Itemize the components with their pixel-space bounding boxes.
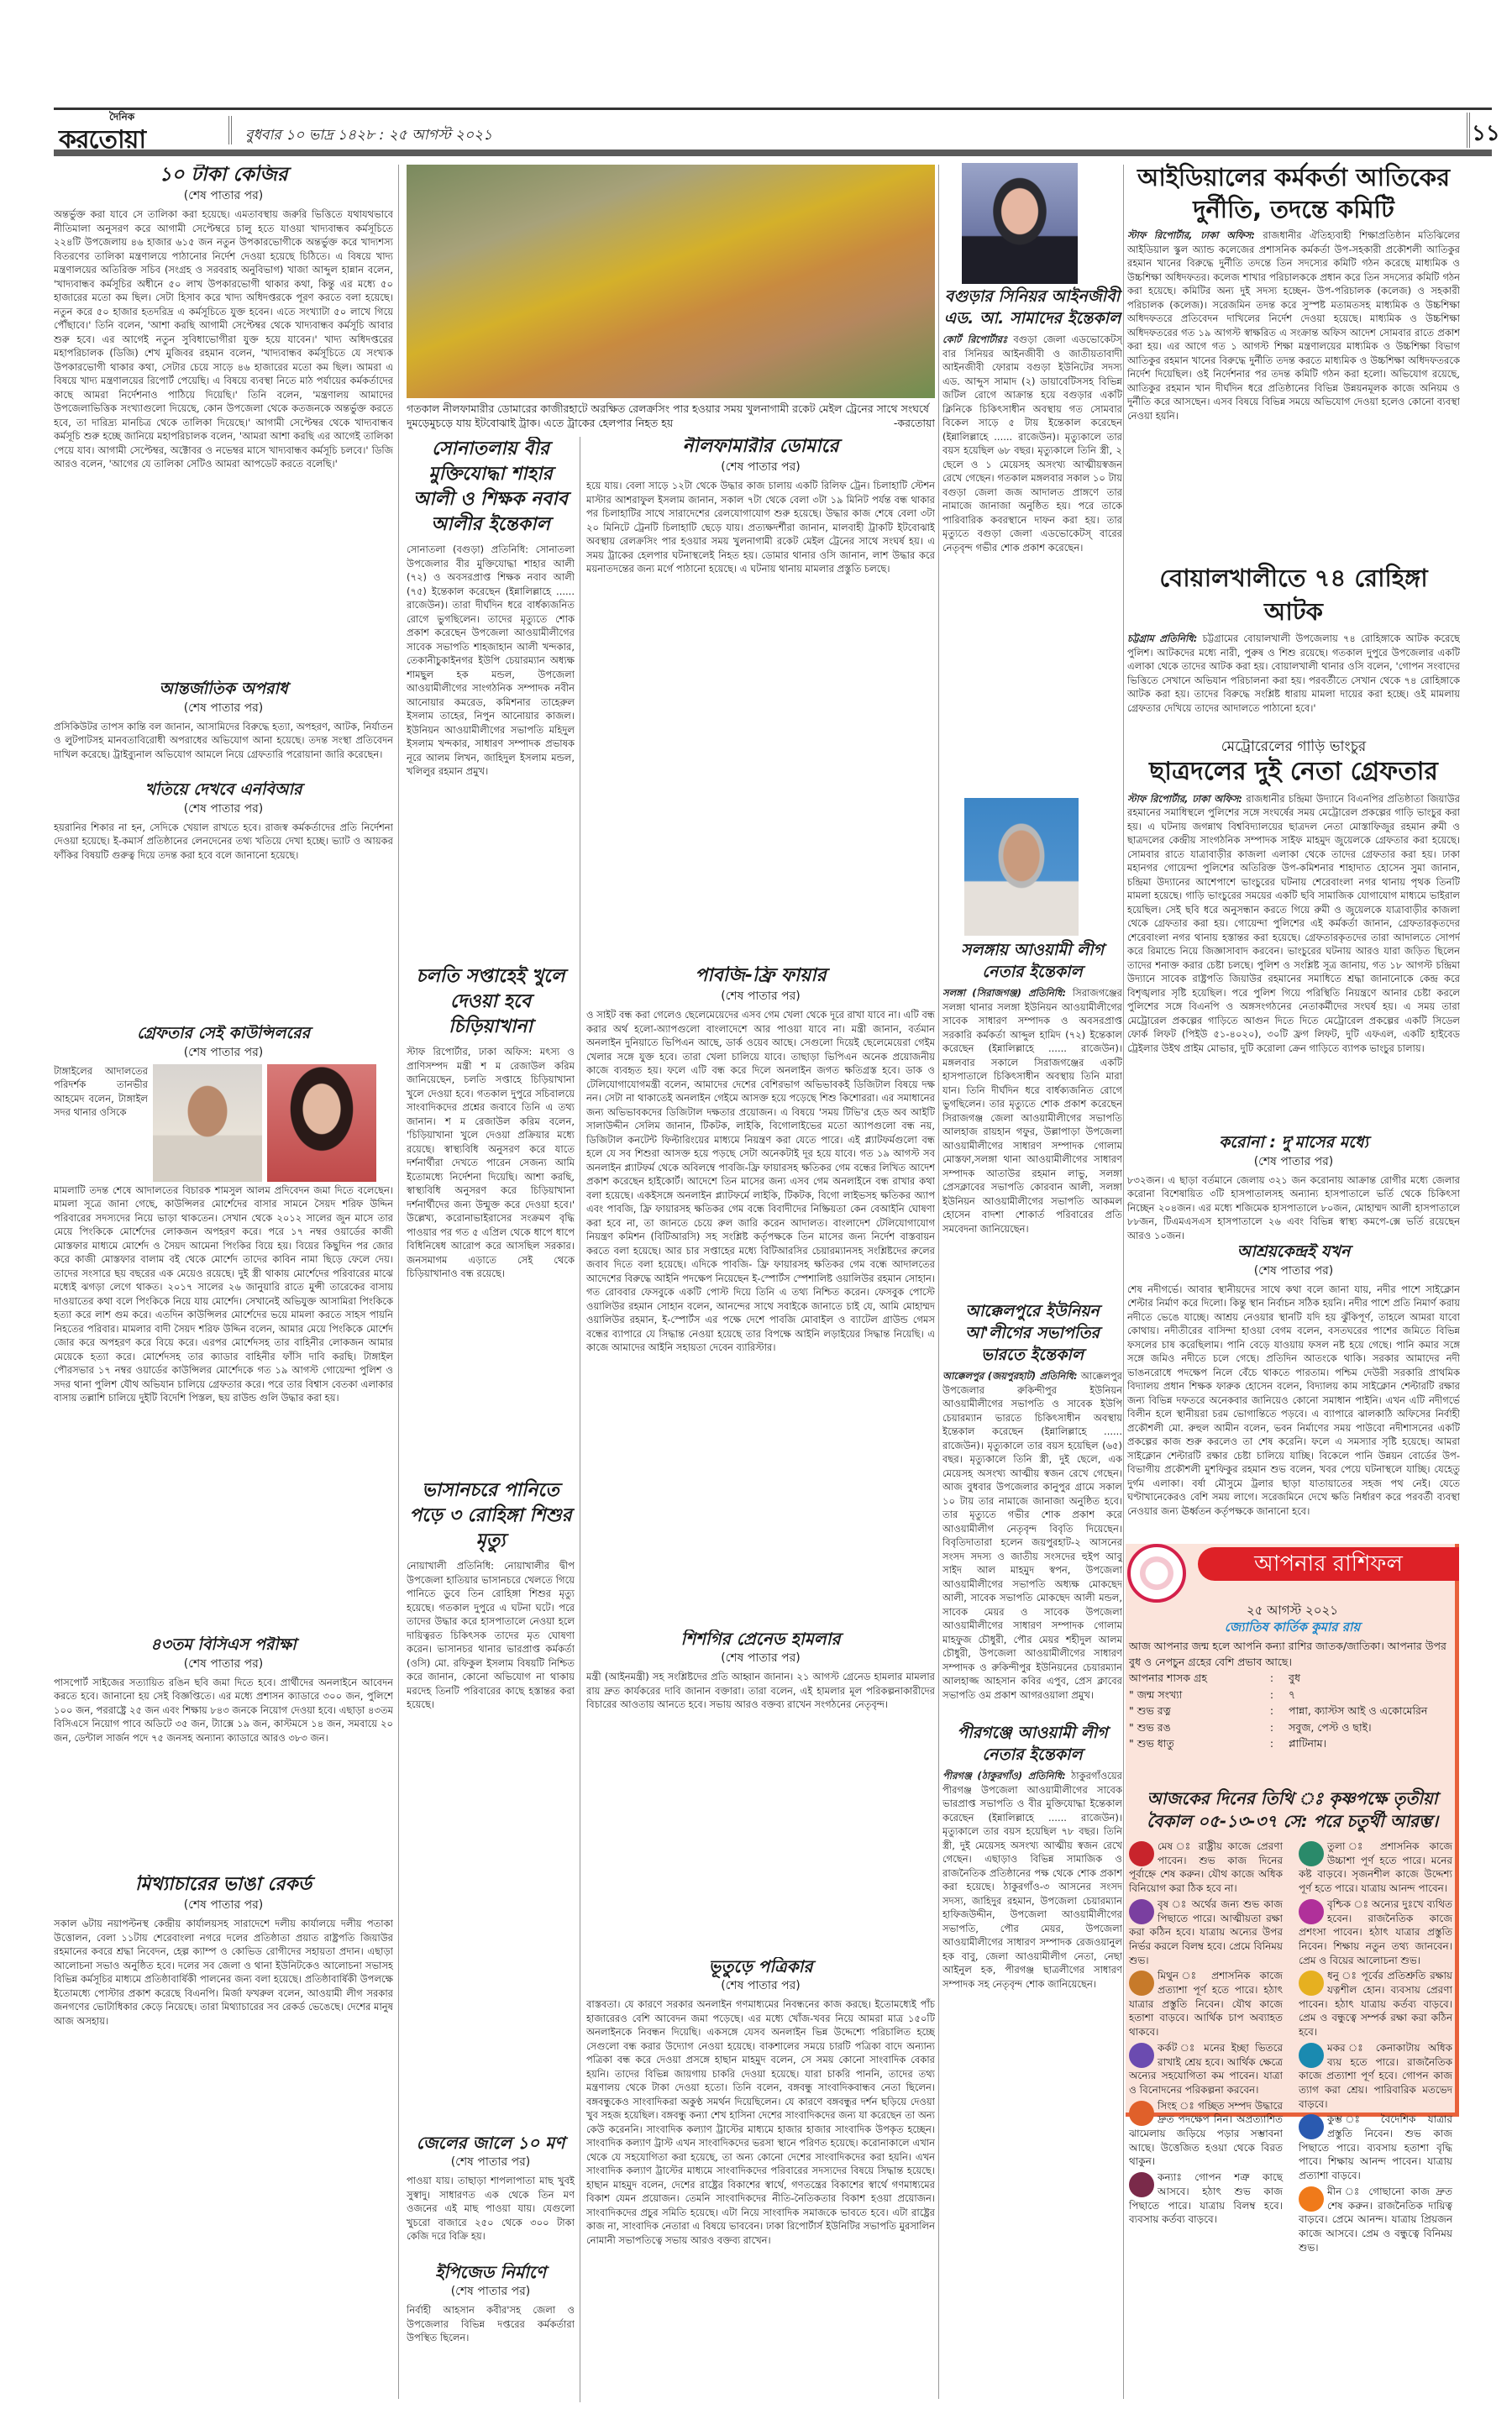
aries-icon: [1129, 1841, 1154, 1866]
taurus-icon: [1129, 1899, 1154, 1924]
story-fish: [407, 2133, 575, 2259]
attr-value: পান্না, ক্যাস্টস আই ও একোমেরিন: [1289, 1704, 1428, 1717]
attr-label: " শুভ রত্ন: [1129, 1704, 1171, 1717]
sign-mesh: মেষ ঃ রাষ্ট্রীয় কাজে প্রেরণা পাবেন। শুভ কাজ দিনের পূর্বাহ্নে শেষ করুন। যৌথ কাজে অধিক বিনিয়োগ করা ঠিক হবে না।: [1129, 1840, 1283, 1895]
gemini-icon: [1129, 1971, 1154, 1996]
story-body: চট্টগ্রামের বোয়ালখালী উপজেলায় ৭৪ রোহিঙ্গাকে আটক করেছে পুলিশ। আটকদের মধ্যে নারী, পুরুষ ও শিশু রয়েছে। গতকাল দুপুরে উপজেলার একটি এলাকা থেকে তাদের আটক করা হয়। বোয়ালখালী থানার ওসি বলেন, 'গোপন সংবাদের ভিত্তিতে সেখানে অভিযান পরিচালনা করা হয়। পরবর্তীতে সেখান থেকে ৭৪ রোহিঙ্গাকে আটক করা হয়। তাদের বিরুদ্ধে সংশ্লিষ্ট ধারায় মামলা দায়ের করা হচ্ছে। ওই মামলায় গ্রেফতার দেখিয়ে তাদের আদালতে পাঠানো হবে।': [1127, 632, 1460, 714]
story-obit-akkelpur: [942, 1300, 1122, 1712]
story-body: নির্বাহী আহসান কবীর'সহ জেলা ও উপজেলার বিভিন্ন দপ্তরের কর্মকর্তারা উপস্থিত ছিলেন।: [407, 2304, 575, 2343]
headline[interactable]: ১০ টাকা কেজির: [159, 165, 288, 186]
headline[interactable]: পাবজি-ফ্রি ফায়ার: [695, 966, 827, 986]
continued-label: (শেষ পাতার পর): [183, 189, 264, 203]
signs-left-column: [1129, 1840, 1283, 2228]
continued-label: (শেষ পাতার পর): [183, 1045, 264, 1059]
story-body: রাজধানীর ঐতিহ্যবাহী শিক্ষাপ্রতিষ্ঠান মতিঝিলের আইডিয়াল স্কুল অ্যান্ড কলেজের প্রশাসনিক কর্মকর্তা উপ-সহকারী প্রকৌশলী আতিকুর রহমান খানের বিরুদ্ধে দুর্নীতি তদন্তে তিন সদস্যের কমিটি গঠন করেছে মাধ্যমিক ও উচ্চশিক্ষা অধিদফতর। কলেজ শাখার পরিচালককে প্রধান করে তিন সদস্যের কমিটি গঠন করা হয়েছে। কমিটির অন্য দুই সদস্য হচ্ছেন- উপ-পরিচালক (কলেজ) ও সহকারী পরিচালক (কলেজ)। সরেজমিন তদন্ত করে সুস্পষ্ট মতামতসহ মাধ্যমিক ও উচ্চশিক্ষা অধিদফতরে প্রতিবেদন দাখিলের নির্দেশ দেওয়া হয়েছে। মাধ্যমিক ও উচ্চশিক্ষা অধিদফতরের গত ১৯ আগস্ট স্বাক্ষরিত এ সংক্রান্ত অফিস আদেশ সোমবার রাতে প্রকাশ করা হয়। এর আগে গত ১ আগস্ট শিক্ষা মন্ত্রণালয়ের মাধ্যমিক ও উচ্চশিক্ষা বিভাগ আতিকুর রহমান খানের বিরুদ্ধে দুর্নীতি তদন্ত করতে মাধ্যমিক ও উচ্চশিক্ষা অধিদফতরকে নির্দেশ দিয়েছিল। ওই নির্দেশনার পর তদন্ত কমিটি গঠন করা হলো। অভিযোগ রয়েছে, আতিকুর রহমান খান দীর্ঘদিন ধরে প্রতিষ্ঠানের বিভিন্ন উন্নয়নমূলক কাজে অনিয়ম ও দুর্নীতি করে আসছেন। এসব বিষয়ে বিভিন্ন সময়ে অভিযোগ দেওয়া হলেও কোনো ব্যবস্থা নেওয়া হয়নি।: [1127, 229, 1460, 422]
headline[interactable]: পীরগঞ্জে আওয়ামী লীগ নেতার ইন্তেকাল: [957, 1724, 1108, 1764]
byline: চট্টগ্রাম প্রতিনিধি:: [1127, 632, 1198, 644]
story-rohingya-arrest: [1127, 561, 1460, 737]
attr-value: প্লাটিনাম।: [1289, 1737, 1327, 1750]
story-body: মন্ত্রী (আইনমন্ত্রী) সহ সংশ্লিষ্টদের প্রতি আহ্বান জানান। ২১ আগস্ট গ্রেনেড হামলার মামলার রায় দ্রুত কার্যকরের দাবি জানান বক্তারা। তারা বলেন, এই হামলার মূল পরিকল্পনাকারীদের বিচারের আওতায় আনতে হবে। সভায় আরও বক্তব্য রাখেন সংগঠনের নেতৃবৃন্দ।: [586, 1671, 935, 1710]
sign-meen: মীন ঃ গোছানো কাজ দ্রুত শেষ করুন। রাজনৈতিক দায়িত্ব বাড়বে। প্রেমে আনন্দ। যাত্রায় প্রিয়জন কাজে আসবে। প্রেম ও বন্ধুত্বে বিনিময় শুভ।: [1299, 2185, 1452, 2254]
headline[interactable]: ভূতুড়ে পত্রিকার: [708, 1957, 813, 1976]
attr-row: " শুভ ধাতু : প্লাটিনাম।: [1129, 1735, 1452, 1752]
headline[interactable]: ছাত্রদলের দুই নেতা গ্রেফতার: [1149, 756, 1438, 786]
horoscope-banner: আপনার রাশিফল: [1198, 1547, 1459, 1581]
story-epz: [407, 2263, 575, 2397]
caption-text: গতকাল নীলফামারীর ডোমারের কাজীরহাটে অরক্ষিত রেলক্রসিং পার হওয়ার সময় খুলনাগামী রকেট মেইল ট্রেনের সাথে সংঘর্ষে দুমড়েমুচড়ে যায় ইটবোঝাই ট্রাক। এতে ট্রাকের হেলপার নিহত হয়: [407, 402, 929, 429]
story-record: [54, 1875, 393, 2404]
capricorn-icon: [1299, 2043, 1324, 2068]
story-obit-salanga: [942, 939, 1122, 1292]
story-body: হয়ে যায়। বেলা সাড়ে ১২টা থেকে উদ্ধার কাজ চালায় একটি রিলিফ ট্রেন। চিলাহাটি স্টেশন মাস্টার আশরাফুল ইসলাম জানান, সকাল ৭টা থেকে বেলা ৩টা ১৯ মিনিট পর্যন্ত বন্ধ থাকার পর চিলাহাটির সাথে সারাদেশের রেলযোগাযোগ শুরু হয়েছে। উদ্ধার কাজ শেষে বেলা ৩টা ২০ মিনিটে ট্রেনটি চিলাহাটি ছেড়ে যায়। প্রত্যক্ষদর্শীরা জানান, মালবাহী ট্রাকটি ইটবোঝাই অবস্থায় রেলক্রসিং পার হওয়ার সময় খুলনাগামী রকেট মেইল ট্রেনের সাথে সংঘর্ষ হয়। এ সময় ট্রাকের হেলপার ঘটনাস্থলেই নিহত হয়। ডোমার থানার ওসি জানান, লাশ উদ্ধার করে ময়নাতদন্তের জন্য মর্গে পাঠানো হয়েছে। এ ঘটনায় থানায় মামলার প্রস্তুতি চলছে।: [586, 480, 935, 575]
byline: স্টাফ রিপোর্টার, ঢাকা অফিস:: [1127, 792, 1243, 805]
leo-icon: [1129, 2101, 1154, 2126]
story-bhasanchar: [407, 1478, 575, 1806]
byline: স্টাফ রিপোর্টার, ঢাকা অফিস:: [1127, 229, 1256, 241]
story-body: অন্তর্ভুক্ত করা যাবে সে তালিকা করা হয়েছে। এমতাবস্থায় জরুরি ভিত্তিতে যথাযথভাবে নীতিমালা অনুসরণ করে আগামী সেপ্টেম্বরে চালু হতে যাওয়া খাদ্যবান্ধব কর্মসূচিতে ২২৪টি উপজেলায় ৪৬ হাজার ৬১৫ জন নতুন উপকারভোগীকে অন্তর্ভুক্ত করে খাদ্যশস্য বিতরণের তালিকা মন্ত্রণালয়ে পাঠানোর নির্দেশ দেওয়া হয়েছে চিঠিতে। এ বিষয়ে খাদ্য মন্ত্রণালয়ের অতিরিক্ত সচিব (সংগ্রহ ও সরবরাহ অনুবিভাগ) খাজা আব্দুল হান্নান বলেন, 'খাদ্যবান্ধব কর্মসূচির অধীনে ৫০ লাখ উপকারভোগী থাকার কথা, কিন্তু এর মধ্যে ৫০ হাজারের মতো কম ছিল। সেটা হিসাব করে খাদ্য অধিদপ্তরকে পূরণ করতে বলা হয়েছে। নতুন করে ৫০ হাজার হতদরিদ্র এ কর্মসূচিতে যুক্ত হবেন। এতে সংখ্যাটা ৫০ লাখে গিয়ে পৌঁছাবে।' তিনি বলেন, 'আশা করছি আগামী সেপ্টেম্বর থেকে খাদ্যবান্ধব কর্মসূচি আবার শুরু হবে। এর আগেই নতুন সুবিধাভোগীরা যুক্ত হয়ে যাবেন।' খাদ্য অধিদপ্তরের মহাপরিচালক (ডিজি) শেখ মুজিবর রহমান বলেন, 'খাদ্যবান্ধব কর্মসূচিতে যে সংখ্যক উপকারভোগী থাকার কথা, সেটার চেয়ে সাড়ে ৪৬ হাজারের মতো কম ছিল। আমরা এ বিষয়ে খাদ্য মন্ত্রণালয়ের রিপোর্ট পেয়েছি। এ বিষয়ে ব্যবস্থা নিতে মাঠ পর্যায়ের কর্মকর্তাদের কাছে আমরা নির্দেশনাও পাঠিয়ে দিয়েছি।' তিনি বলেন, 'মন্ত্রণালয় আমাদের উপজেলাভিত্তিক সংখ্যাগুলো দিয়েছে, কোন উপজেলা থেকে কতজনকে অন্তর্ভুক্ত করতে হবে, তা দারিদ্র্য মানচিত্র থেকে তালিকা দিয়েছে।' আগামী সেপ্টেম্বর থেকে খাদ্যবান্ধব কর্মসূচি শুরু হচ্ছে জানিয়ে মহাপরিচালক বলেন, 'আমরা আশা করছি এর আগেই তালিকা পেয়ে যাব। আগামী সেপ্টেম্বর, অক্টোবর ও নভেম্বর মাসে খাদ্যবান্ধব কর্মসূচি চলবে।' ডিজি আরও বলেন, 'আগের যে তালিকা সেটিও আমরা আপডেট করতে বলেছি।': [54, 208, 393, 470]
headline[interactable]: আন্তর্জাতিক অপরাধ: [159, 680, 288, 698]
headline[interactable]: আক্কেলপুরে ইউনিয়ন আ'লীগের সভাপতির ভারতে ইন্তেকাল: [965, 1302, 1100, 1364]
story-body: সোনাতলা (বগুড়া) প্রতিনিধি: সোনাতলা উপজেলার বীর মুক্তিযোদ্ধা শাহার আলী (৭২) ও অবসরপ্রাপ্ত শিক্ষক নবাব আলী (৭৫) ইন্তেকাল করেছেন (ইন্নালিল্লাহে ...... রাজেউন)। তারা দীর্ঘদিন ধরে বার্ধক্যজনিত রোগে ভুগছিলেন। তাদের মৃত্যুতে শোক প্রকাশ করেছেন উপজেলা আওয়ামীলীগের সাবেক সভাপতি শাহজাহান আলী খন্দকার, তেকানীচুকাইনগর ইউপি চেয়ারম্যান অধ্যক্ষ শামছুল হক মন্ডল, উপজেলা আওয়ামীলীগের সাংগঠনিক সম্পাদক নবীন আনোয়ার কমরেড, কমিশনার তাহেরুল ইসলাম তাহের, নিপুন আনোয়ার কাজল। ইউনিয়ন আওয়ামীলীগের সভাপতি মহিদুল ইসলাম খন্দকার, সাধারণ সম্পাদক প্রভাষক নূরে আলম লিখন, জাহিদুল ইসলাম মন্ডল, খলিলুর রহমান প্রমুখ।: [407, 543, 575, 777]
zodiac-wheel-icon: [1127, 1544, 1186, 1603]
photo-caption: [407, 402, 935, 432]
story-body: ঠাকুরগাঁওয়ের পীরগঞ্জ উপজেলা আওয়ামীলীগের সাবেক ভারপ্রাপ্ত সভাপতি ও বীর মুক্তিযোদ্ধা ইন্তেকাল করেছেন (ইন্নালিল্লাহে ...... রাজেউন)। মৃত্যুকালে তার বয়স হয়েছিল ৭৮ বছর। তিনি স্ত্রী, দুই মেয়েসহ অসংখ্য আত্মীয় স্বজন রেখে গেছেন। এছাড়াও বিভিন্ন সামাজিক ও রাজনৈতিক প্রতিষ্ঠানের পক্ষ থেকে শোক প্রকাশ করা হয়েছে। ঠাকুরগাঁও-৩ আসনের সংসদ সদস্য, জাহিদুর রহমান, উপজেলা চেয়ারম্যান হাফিজউদ্দীন, উপজেলা আওয়ামীলীগের সভাপতি, পৌর মেয়র, উপজেলা আওয়ামীলীগের সাধারণ সম্পাদক রেজওয়ানুল হক বাবু, জেলা আওয়ামীলীগ নেতা, নেছা আইনুল হক, পীরগঞ্জ ছাত্রলীগের সাধারণ সম্পাদক সহ নেতৃবৃন্দ শোক জানিয়েছেন।: [942, 1770, 1122, 1990]
attr-row: " শুভ রঙ : সবুজ, পেস্ট ও ছাই।: [1129, 1719, 1452, 1736]
sign-brisha: বৃষ ঃ অর্থের জন্য শুভ কাজ পিছাতে পারে। আত্মীয়তা রক্ষা করা কঠিন হবে। যাত্রায় অন্যের উপর নির্ভর করলে বিলম্ব হবে। প্রেমে বিনিময় শুভ।: [1129, 1897, 1283, 1966]
photo-councillor: [153, 1064, 262, 1182]
photo-salanga-leader: [964, 798, 1079, 936]
story-obit-pirganj: [942, 1722, 1122, 2394]
tithi-line-2: বৈকাল ০৫-১৩-৩৭ সে: পরে চতুর্থী আরম্ভ।: [1146, 1811, 1438, 1831]
story-ghost-newspaper: [586, 1957, 935, 2402]
headline[interactable]: ৪৩তম বিসিএস পরীক্ষা: [150, 1636, 297, 1654]
headline[interactable]: গ্রেফতার সেই কাউন্সিলরের: [136, 1025, 311, 1042]
horoscope-author: জ্যোতিষ কার্তিক কুমার রায়: [1224, 1619, 1361, 1635]
story-body: সকাল ৬টায় নয়াপল্টনস্থ কেন্দ্রীয় কার্যালয়সহ সারাদেশে দলীয় কার্যালয়ে দলীয় পতাকা উত্তোলন, বেলা ১১টায় শেরেবাংলা নগরে দলের প্রতিষ্ঠাতা প্রয়াত রাষ্ট্রপতি জিয়াউর রহমানের কবরে শ্রদ্ধা নিবেদন, হেল্প ক্যাম্প ও কোভিড রোগীদের সহায়তা প্রদান। এছাড়া আলোচনা সভাও অনুষ্ঠিত হবে। দলের সব জেলা ও থানা ইউনিটকেও আলোচনা সভাসহ বিভিন্ন কর্মসূচির মাধ্যমে প্রতিষ্ঠাবার্ষিকী পালনের জন্য বলা হয়েছে। প্রতিষ্ঠাবার্ষিকী উপলক্ষে ইতোমধ্যে পোস্টার প্রকাশ করেছে বিএনপি। মির্জা ফখরুল বলেন, আওয়ামী লীগ সরকার জনগণের ভোটাধিকার কেড়ে নিয়েছে। তারা মিথ্যাচারের সব রেকর্ড ভেঙেছে। দেশের মানুষ আজ অসহায়।: [54, 1918, 393, 2027]
page-number-divider: [1467, 113, 1470, 148]
story-body: ও সাইট বন্ধ করা গেলেও ছেলেমেয়েদের এসব গেম খেলা থেকে দূরে রাখা যাবে না। এটি বন্ধ করার অর্থ হলো-অ্যাপগুলো বাংলাদেশে আর পাওয়া যাবে না। মন্ত্রী জানান, বর্তমান অনলাইন দুনিয়াতে ভিপিএন আছে, ডার্ক ওয়েব আছে। সেগুলো দিয়েই ছেলেমেয়েরা গেইম খেলার সঙ্গে যুক্ত হবে। তারা খেলা চালিয়ে যাবে। তাছাড়া ভিপিএন অনেক প্রয়োজনীয় কাজে ব্যবহৃত হয়। ফলে এটি বন্ধ করে দিলে অনলাইন জগত ক্ষতিগ্রস্ত হবে। ডাক ও টেলিযোগাযোগমন্ত্রী বলেন, আমাদের দেশের বেশিরভাগ অভিভাবকই ডিজিটাল বিষয়ে দক্ষ নন। সেটা না থাকাতেই অনলাইন গেইমে আসক্ত হয়ে পড়েছে শিশু কিশোররা। এর সমাধানের জন্য অভিভাবকদের ডিজিটাল দক্ষতার প্রয়োজন। এ বিষয়ে 'সময় টিভি'র হেড অব আইটি সালাউদ্দীন সেলিম জানান, টিকটক, লাইকি, বিগোলাইভের মতো অ্যাপগুলো বন্ধ নয়, ডিজিটাল কনটেন্ট ফিল্টারিংয়ের মাধ্যমে নিয়ন্ত্রণ করা যেতে পারে। এই প্ল্যাটফর্মগুলো বন্ধ হলে যে সব শিশুরা আসক্ত হয়ে পড়ছে সেটা অনেকটাই দূর হয়ে যাবে। গত ১৯ আগস্ট সব অনলাইন প্ল্যাটফর্ম থেকে অবিলম্বে পাবজি-ফ্রি ফায়ারসহ ক্ষতিকর গেম বন্ধের লিখিত আদেশ প্রকাশ করেছেন হাইকোর্ট। আদেশে তিন মাসের জন্য এসব গেম অনলাইনে বন্ধ রাখার কথা বলা হয়েছে। একইসঙ্গে অনলাইন প্ল্যাটফর্মে লাইকি, টিকটক, বিগো লাইভসহ ক্ষতিকর অ্যাপ এবং পাবজি, ফ্রি ফায়ারসহ ক্ষতিকর গেম বন্ধে বিবাদীদের নিষ্ক্রিয়তা কেন বেআইনি ঘোষণা করা হবে না, তা জানতে চেয়ে রুল জারি করেন আদালত। বাংলাদেশ টেলিযোগাযোগ নিয়ন্ত্রণ কমিশন (বিটিআরসি) সহ সংশ্লিষ্ট কর্তৃপক্ষকে তিন মাসের জন্য নির্দেশ বাস্তবায়ন করতে বলা হয়েছে। আর চার সপ্তাহের মধ্যে বিটিআরসির চেয়ারম্যানসহ সংশ্লিষ্টদের রুলের জবাব দিতে বলা হয়েছে। এদিকে পাবজি- ফ্রি ফায়ারসহ ক্ষতিকর গেম বন্ধে আদালতের আদেশের বিরুদ্ধে আইনি পদক্ষেপ নিয়েছেন ই-স্পোর্টস স্পেশালিষ্ট ওয়ালিউর রহমান সোহান। গত রোববার ফেসবুকে একটি পোস্ট দিয়ে তিনি এ তথ্য নিশ্চিত করেন। ফেসবুক পোস্টে ওয়ালিউর রহমান সোহান বলেন, আনন্দের সাথে সবাইকে জানাতে চাই যে, আমি মোহাম্মদ ওয়ালিউর রহমান, ই-স্পোর্টস এর পক্ষে দেশে পাবজি মোবাইল ও ব্যাটেল গ্রাউন্ড গেমস বন্ধের ব্যাপারে যে সিদ্ধান্ত নেওয়া হয়েছে তার বিপক্ষে আইনি লড়াইয়ের সিদ্ধান্ত নিয়েছি। এ কাজে আমাদের আইনি সহায়তা দেবেন ব্যারিস্টার।: [586, 1009, 935, 1354]
headline[interactable]: মিথ্যাচারের ভাঙা রেকর্ড: [134, 1875, 312, 1895]
story-body: পাসপোর্ট সাইজের সত্যায়িত রঙিন ছবি জমা দিতে হবে। প্রার্থীদের অনলাইনে আবেদন করতে হবে। জানানো হয় সেই বিজ্ঞপ্তিতে। এর মধ্যে প্রশাসন ক্যাডারে ৩০০ জন, পুলিশে ১০০ জন, পররাষ্ট্রে ২৫ জন এবং শিক্ষায় ৮৪৩ জনকে নিয়োগ দেওয়া হবে। এছাড়া ৪৩তম বিসিএসে নিয়োগ পাবে অডিটে ৩৫ জন, ট্যাক্সে ১৯ জন, কাস্টমসে ১৪ জন, সমবায়ে ২০ জন, ডেন্টাল সার্জন পদে ৭৫ জনসহ অন্যান্য ক্যাডারে আরও ৩৮৩ জন।: [54, 1676, 393, 1744]
continued-label: (শেষ পাতার পর): [721, 1651, 801, 1665]
continued-label: (শেষ পাতার পর): [450, 2155, 531, 2169]
story-body: পাওয়া যায়। তাছাড়া শাপলাপাতা মাছ খুবই সুস্বাদু। সাধারণত এক থেকে তিন মণ ওজনের এই মাছ পাওয়া যায়। যেগুলো খুচরো বাজারে ২৫০ থেকে ৩০০ টাকা কেজি দরে বিক্রি হয়।: [407, 2175, 575, 2242]
column-rule: [1123, 165, 1124, 2399]
virgo-icon: [1129, 2172, 1154, 2197]
headline[interactable]: শিশগির প্রেনেড হামলার: [680, 1630, 841, 1649]
headline[interactable]: বগুড়ার সিনিয়র আইনজীবী এড. আ. সামাদের ইন্তেকাল: [943, 287, 1121, 328]
story-international-crime: [54, 680, 393, 778]
sign-kanya: কন্যাঃ গোপন শত্রু কাছে আসবে। হঠাৎ শুভ কাজ পিছাতে পারে। যাত্রায় বিলম্ব হবে। ব্যবসায় কর্তব্য বাড়বে।: [1129, 2171, 1283, 2226]
tithi-line-1: আজকের দিনের তিথি ঃ কৃষ্ণপক্ষে তৃতীয়া: [1147, 1788, 1438, 1808]
kicker: মেট্রোরেলের গাড়ি ভাংচুর: [1221, 739, 1367, 755]
scorpio-icon: [1299, 1899, 1324, 1924]
story-grenade: [586, 1630, 935, 1798]
continued-label: (শেষ পাতার পর): [183, 801, 264, 816]
column-rule: [938, 165, 939, 2399]
continued-label: (শেষ পাতার পর): [721, 989, 801, 1004]
sign-kumbha: কুম্ভ ঃ বৈদেশিক যাত্রার প্রস্তুতি নিবেন। শুভ কাজ পিছাতে পারে। ব্যবসায় হতাশা বৃদ্ধি পাবে। শিক্ষায় আনন্দ পাবেন। যাত্রায় প্রত্যাশা বাড়বে।: [1299, 2113, 1452, 2182]
story-zoo: [407, 964, 575, 1477]
masthead-divider: [228, 116, 232, 144]
story-obit-samad: [942, 286, 1122, 790]
story-body: শেষ নদীগর্ভে। আবার স্থানীয়দের সাথে কথা বলে জানা যায়, নদীর পাশে সাইক্লোন শেল্টার নির্মাণ করে দিলো। কিন্তু স্থান নির্বাচন সঠিক হয়নি। নদীর পাশে প্রতি নিমার্ণ করায় নদীতে ভেঙে যাচ্ছে। আশ্রয় নেওয়ার স্থানটি যদি হয় ঝুঁকিপূর্ণ, তাহলে আমরা যাবো কোথায়। নদীতীরের বাসিন্দা হাওয়া বেগম বলেন, বসতঘরের পাশের জমিতে বিভিন্ন ফসলের চাষ করেছিলাম। পানি বেড়ে যাওয়ায় ফসল নষ্ট হয়ে গেছে। পানি কমার সঙ্গে সঙ্গে জমিও নদীতে চলে গেছে। প্রতিদিন আতংকে থাকি। সরকার আমাদের নদী ভাঙনরোধে পদক্ষেপ নিলে বেঁচে থাকতে পারতাম। পশ্চিম দেউরী সরকারি প্রাথমিক বিদ্যালয় প্রধান শিক্ষক ফারুক হোসেন বলেন, বিদ্যালয় কাম সাইক্লোন শেল্টারটি রক্ষার জন্য বিভিন্ন দফতরে অনেকবার জানিয়েও কোনো সমাধান পাইনি। এখন এটি নদীগর্ভে বিলীন হলে স্থানীয়রা চরম ভোগান্তিতে পড়বে। এ ব্যাপারে ঝালকাঠি অফিসের নির্বাহী প্রকৌশলী মো. রুহুল আমীন বলেন, ভবন নির্মাণের সময় পাউবো নদীশাসনের একটি প্রকল্পের কাজ শুরু করলেও তা শেষ করেনি। ফলে এ সমস্যার সৃষ্টি হয়েছে। আমরা সাইক্লোন শেল্টারটি রক্ষার চেষ্টা চালিয়ে যাচ্ছি। বিকেলে পানি উন্নয়ন বোর্ডের উপ-বিভাগীয় প্রকৌশলী মুশফিকুর রহমান শুভ বলেন, খবর পেয়ে ঘটনাস্থলে যাচ্ছি। যেহেতু দুর্গম এলাকা। বর্ষা মৌসুমে ট্রলার ছাড়া যাতায়াতের সহজ পথ নেই। যেতে ঘণ্টাখানেকেরও বেশি সময় লাগে। সরেজমিনে দেখে ক্ষতি নির্ধারণ করে পরবর্তী ব্যবস্থা নেওয়ার জন্য ঊর্ধ্বতন কর্তৃপক্ষকে জানানো হবে।: [1127, 1283, 1460, 1517]
story-shelter: [1127, 1243, 1460, 1539]
story-body: সিরাজগঞ্জের সলঙ্গা থানার সলঙ্গা ইউনিয়ন আওয়ামীলীগের সাবেক সাধারণ সম্পাদক ও অবসরপ্রাপ্ত সরকারি কর্মকর্তা আব্দুল হামিদ (৭২) ইন্তেকাল করেছেন (ইন্নালিল্লাহে ...... রাজেউন)। মঙ্গলবার সকালে সিরাজগঞ্জের একটি হাসপাতালে চিকিৎসাধীন অবস্থায় তিনি মারা যান। তিনি দীর্ঘদিন ধরে বার্ধক্যজনিত রোগে ভুগছিলেন। তার মৃত্যুতে শোক প্রকাশ করেছেন সিরাজগঞ্জ জেলা আওয়ামীলীগের সভাপতি আলহাজ রায়হান গফুর, উল্লাপাড়া উপজেলা আওয়ামীলীগের সাধারণ সম্পাদক গোলাম মোস্তফা,সলঙ্গা থানা আওয়ামীলীগের সাধারণ সম্পাদক আতাউর রহমান লাভু, সলঙ্গা প্রেসক্লাবের সভাপতি কোরবান আলী, সলঙ্গা ইউনিয়ন আওয়ামীলীগের সভাপতি আকমল হোসেন বাদশা শোকার্ত পরিবারের প্রতি সমবেদনা জানিয়েছেন।: [942, 987, 1122, 1235]
horoscope-box: [1126, 1544, 1459, 2254]
newspaper-logo[interactable]: করতোয়া: [59, 125, 146, 155]
attr-label: " শুভ রঙ: [1129, 1720, 1171, 1734]
tithi-notice: [1131, 1787, 1454, 1833]
attr-row: আপনার শাসক গ্রহ : বুধ: [1129, 1670, 1452, 1687]
story-nbr: [54, 781, 393, 958]
horoscope-date: ২৫ আগস্ট ২০২১: [1247, 1603, 1338, 1618]
story-body: বাস্তবতা। যে কারণে সরকার অনলাইন গণমাধ্যমের নিবন্ধনের কাজ করছে। ইতোমধ্যেই পাঁচ হাজারেরও বেশি আবেদন জমা পড়েছে। এর মধ্যে খোঁজ-খবর নিয়ে আমরা মাত্র ১৫০টি অনলাইনকে নিবন্ধন দিয়েছি। একসঙ্গে যেসব অনলাইন ভিন্ন উদ্দেশ্যে পরিচালিত হচ্ছে সেগুলো বন্ধ করার উদ্যোগ নেওয়া হয়েছে। বাকশালের সময়ে চারটি পত্রিকা বাদে অন্যান্য পত্রিকা বন্ধ করে দেওয়া প্রসঙ্গে হাছান মাহমুদ বলেন, সে সময় কোনো সাংবাদিক বেকার হয়নি। তাদের বিভিন্ন জায়গায় চাকরি দেওয়া হয়েছে। যারা চাকরি পাননি, তাদের তথ্য মন্ত্রণালয় থেকে টাকা দেওয়া হতো। তিনি বলেন, বঙ্গবন্ধু সাংবাদিকবান্ধব নেতা ছিলেন। বঙ্গবন্ধুকেও সাংবাদিকরা অকুণ্ঠ সমর্থন দিয়েছিলেন। যে কারণে বঙ্গবন্ধুর দর্শন ছড়িয়ে দেওয়া খুব সহজ হয়েছিল। বঙ্গবন্ধু কন্যা শেখ হাসিনা দেশের সাংবাদিকদের জন্য যা করেছেন তা অন্য কেউ করেননি। সাংবাদিক কল্যাণ ট্রাস্টের মাধ্যমে হাজার হাজার সাংবাদিক উপকৃত হচ্ছেন। সাংবাদিক কল্যাণ ট্রাস্ট এখন সাংবাদিকদের ভরসা স্থানে পরিণত হয়েছে। করোনাকালে এখান থেকে যে সহযোগিতা করা হয়েছে, তা অন্য কোনো দেশের সাংবাদিকদের করা হয়নি। এখন সাংবাদিক কল্যাণ ট্রাস্টের মাধ্যমে সাংবাদিকদের পরিবারের সদস্যদের বিষয়ে সিদ্ধান্ত হয়েছে। হাছান মাহমুদ বলেন, দেশের রাষ্ট্রের বিকাশের স্বার্থে, গণতন্ত্রের বিকাশের স্বার্থে গণমাধ্যমের বিকাশ যেমন প্রয়োজন। তেমনি সাংবাদিকদের নীতি-নৈতিকতার বিকাশ হওয়া প্রয়োজন। সাংবাদিকদের প্রচুর সমিতি হয়েছে। এটা নিয়ে সাংবাদিক সমাজকে ভাবতে হবে। এটা রাষ্ট্রের কাজ না, সাংবাদিক নেতারা এ বিষয়ে ভাববেন। ঢাকা রিপোর্টার্স ইউনিটির সভাপতি মুরসালিন নোমানী সভাপতিত্বে সভায় আরও বক্তব্য রাখেন।: [586, 1998, 935, 2246]
signs-right-column: [1299, 1840, 1452, 2256]
column-rule: [398, 165, 399, 2399]
story-body: প্রসিকিউটর তাপস কান্তি বল জানান, আসামিদের বিরুদ্ধে হত্যা, অপহরণ, আটক, নির্যাতন ও লুটপাটসহ মানবতাবিরোধী অপরাধের অভিযোগ আনা হয়েছে। তদন্ত সংস্থা প্রতিবেদন দাখিল করেছে। ট্রাইব্যুনাল অভিযোগ আমলে নিয়ে গ্রেফতারি পরোয়ানা জারি করেছেন।: [54, 720, 393, 760]
photo-advocate-samad: [962, 163, 1078, 284]
sign-brishchik: বৃশ্চিক ঃ অন্যের দুঃখে ব্যথিত হবেন। রাজনৈতিক কাজে প্রশংসা পাবেন। হঠাৎ যাত্রার প্রস্তুতি নিবেন। শিক্ষায় নতুন তথ্য জানবেন। প্রেম ও বিয়ের আলোচনা শুভ।: [1299, 1897, 1452, 1966]
attr-value: বুধ: [1289, 1672, 1300, 1684]
photo-train-accident: [407, 165, 935, 398]
story-councillor-arrest: [54, 1025, 393, 1569]
photo-credit: -করতোয়া: [893, 417, 935, 429]
masthead-rule: [54, 150, 1492, 156]
story-pubg: [586, 966, 935, 1520]
pisces-icon: [1299, 2186, 1324, 2212]
story-body: নোয়াখালী প্রতিনিধি: নোয়াখালীর দ্বীপ উপজেলা হাতিয়ার ভাসানচরে খেলতে গিয়ে পানিতে ডুবে তিন রোহিঙ্গা শিশুর মৃত্যু হয়েছে। গতকাল দুপুরে এ ঘটনা ঘটে। পরে তাদের উদ্ধার করে হাসপাতালে নেওয়া হলে দায়িত্বরত চিকিৎসক তাদের মৃত ঘোষণা করেন। ভাসানচর থানার ভারপ্রাপ্ত কর্মকর্তা (ওসি) মো. রফিকুল ইসলাম বিষয়টি নিশ্চিত করে জানান, কোনো অভিযোগ না থাকায় মরদেহ তিনটি পরিবারের কাছে হস্তান্তর করা হয়েছে।: [407, 1560, 575, 1710]
attr-row: " জন্ম সংখ্যা : ৭: [1129, 1687, 1452, 1703]
continued-label: (শেষ পাতার পর): [721, 460, 801, 475]
story-ideal: [1127, 161, 1460, 556]
sign-mithun: মিথুন ঃ প্রশাসনিক কাজে প্রত্যাশা পূর্ণ হতে পারে। হঠাৎ যাত্রার প্রস্তুতি নিবেন। যৌথ কাজে হতাশা বাড়বে। আর্থিক চাপ অব্যাহত থাকবে।: [1129, 1970, 1283, 2039]
page-number: ১১: [1472, 121, 1500, 146]
story-10-taka: [54, 165, 393, 677]
byline: পীরগঞ্জ (ঠাকুরগাঁও) প্রতিনিধি:: [942, 1770, 1066, 1782]
headline[interactable]: নীলফামারীর ডোমারে: [682, 437, 839, 457]
headline[interactable]: আশ্রয়কেন্দ্রই যখন: [1236, 1243, 1351, 1261]
sign-tula: তুলা ঃ প্রশাসনিক কাজে উচ্চাশা পূর্ণ হতে পারে। মনের কষ্ট বাড়বে। সৃজনশীল কাজে উদ্দেশ্য পূর্ণ হতে পারে। যাত্রায় আনন্দ পাবেন।: [1299, 1840, 1452, 1895]
aquarius-icon: [1299, 2114, 1324, 2139]
sign-karkat: কর্কট ঃ মনের ইচ্ছা ভিতরে রাখাই শ্রেয় হবে। আর্থিক ক্ষেত্রে অন্যের সহযোগিতা কম পাবেন। যাত্রা ও বিনোদনের পরিকল্পনা করবেন।: [1129, 2041, 1283, 2096]
byline: সলঙ্গা (সিরাজগঞ্জ) প্রতিনিধি:: [942, 987, 1067, 999]
continued-label: (শেষ পাতার পর): [450, 2285, 531, 2298]
attr-label: " জন্ম সংখ্যা: [1129, 1687, 1183, 1701]
headline[interactable]: ইপিজেড নির্মাণে: [434, 2263, 546, 2282]
story-body: মামলাটি তদন্ত শেষে আদালতের বিচারক শামসুল আলম প্রদিবেদন জমা দিতে বলেছেন। মামলা সূত্রে জানা গেছে, কাউন্সিলর মোর্শেদের বাসার সামনে সৈয়দ শরিফ উদ্দিন পরিবারের সদস্যদের নিয়ে ভাড়া থাকতেন। সেখান থেকে ২০১২ সালের জুন মাসে তার মেয়ে পিংকিকে মোর্শেদের লোকজন অপহরণ করে। পরে ১৭ নম্বর ওয়ার্ডের কাজী মোস্তফার মাধ্যমে মোর্শেদ ও সৈয়দ আমেনা পিংকির বিয়ে হয়। বিয়ের কিছুদিন পর জোর করে কাজী মোস্তফার বালাম বই থেকে মোর্শেদ তাদের কাবিন নামা ছিড়ে ফেলে দেয়। তাদের সংসারে ছয় বছরের এক মেয়েও রয়েছে। দুই স্ত্রী থাকায় মোর্শেদের পরিবারের মাঝে মধ্যেই ঝগড়া লেগে থাকত। ২০১৭ সালের ২৬ জানুয়ারি রাতে মুন্সী তারেকের বাসায় দাওয়াতের কথা বলে পিংকিকে নিয়ে যায় মোর্শেদ। সেখানেই অভিযুক্ত আসামিরা পিংকিকে হত্যা করে লাশ গুম করে। এতদিন কাউন্সিলর মোর্শেদের ভয়ে মামলা করতে সাহস পায়নি নিহতের পরিবার। মামলার বাদী সৈয়দ শরিফ উদ্দিন বলেন, আমার মেয়ে পিংকিকে মোর্শেদ জোর করে অপহরণ করে বিয়ে করে। এরপর মোর্শেদসহ তার বাহিনীর লোকজন আমার মেয়েকে হত্যা করে। মোর্শেদসহ তার ক্যাডার বাহিনীর ফাঁসি দাবি করছি। টাঙ্গাইল পৌরসভার ১৭ নম্বর ওয়ার্ডের কাউন্সিলর মোর্শেদকে গত ১৯ আগস্ট গোয়েন্দা পুলিশ ও সদর থানা পুলিশ যৌথ অভিযান চালিয়ে গ্রেফতার করে। পরে তার বিশ্বাস বেতকা এলাকার বাসায় তল্লাশি চালিয়ে দুইটি বিদেশি পিস্তল, ছয় রাউন্ড গুলি উদ্ধার করা হয়।: [54, 1184, 393, 1404]
headline[interactable]: খতিয়ে দেখবে এনবিআর: [144, 781, 302, 799]
continued-label: (শেষ পাতার পর): [183, 1656, 264, 1671]
headline[interactable]: বোয়ালখালীতে ৭৪ রোহিঙ্গা আটক: [1159, 564, 1428, 626]
attr-value: ৭: [1289, 1687, 1296, 1701]
continued-label: (শেষ পাতার পর): [721, 1979, 801, 1992]
story-body: বগুড়া জেলা এডভোকেটস্ বার সিনিয়র আইনজীবী ও জাতীয়তাবাদী আইনজীবী ফোরাম বগুড়া ইউনিটের সদস্য এড. আব্দুস সামাদ (২) ডায়াবেটিসসহ বিভিন্ন জটিল রোগে আক্রান্ত হয়ে বগুড়ার একটি ক্লিনিকে চিকিৎসাধীন অবস্থায় গত সোমবার বিকেল সাড়ে ৫ টায় ইন্তেকাল করেছেন (ইন্নালিল্লাহে ...... রাজেউন)। মৃত্যুকালে তার বয়স হয়েছিল ৬৮ বছর। মৃত্যুকালে তিনি স্ত্রী, ২ ছেলে ও ১ মেয়েসহ অসংখ্য আত্মীয়স্বজন রেখে গেছেন। গতকাল মঙ্গলবার সকাল ১০ টায় বগুড়া জেলা জজ আদালত প্রাঙ্গণে তার নামাজে জানাজা অনুষ্ঠিত হয়। পরে তাকে পারিবারিক কবরস্থানে দাফন করা হয়। তার মৃত্যুতে বগুড়া জেলা এডভোকেটস্ বারের নেতৃবৃন্দ গভীর শোক প্রকাশ করেছেন।: [942, 333, 1122, 554]
attr-row: " শুভ রত্ন : পান্না, ক্যাস্টস আই ও একোমেরিন: [1129, 1703, 1452, 1719]
logo-prefix: দৈনিক: [109, 111, 135, 123]
byline: আক্কেলপুর (জয়পুরহাট) প্রতিনিধি:: [942, 1370, 1078, 1382]
story-metrorail: [1127, 739, 1460, 1126]
story-bcs: [54, 1636, 393, 1814]
sign-makar: মকর ঃ কেনাকাটায় অধিক ব্যয় হতে পারে। রাজনৈতিক কাজে প্রত্যাশা পূর্ণ হবে। গোপন কাজ ত্যাগ করা শ্রেয়। পারিবারিক মতভেদ বাড়বে।: [1299, 2041, 1452, 2110]
sign-dhanu: ধনু ঃ পূর্বের প্রতিশ্রুতি রক্ষায় যত্নশীল হোন। ব্যবসায় প্রেরণা পাবেন। হঠাৎ যাত্রায় কর্তব্য বাড়বে। প্রেম ও বন্ধুত্বে সম্পর্ক রক্ষা করা কঠিন হবে।: [1299, 1970, 1452, 2039]
continued-label: (শেষ পাতার পর): [1253, 1263, 1334, 1278]
headline[interactable]: আইডিয়ালের কর্মকর্তা আতিকের দুর্নীতি, তদন্তে কমিটি: [1137, 163, 1451, 223]
byline: কোর্ট রিপোর্টারঃ: [942, 333, 1008, 345]
headline[interactable]: সলঙ্গায় আওয়ামী লীগ নেতার ইন্তেকাল: [960, 941, 1105, 981]
continued-label: (শেষ পাতার পর): [1253, 1154, 1334, 1168]
sagittarius-icon: [1299, 1971, 1324, 1996]
story-body: রাজধানীর চন্দ্রিমা উদ্যানে বিএনপির প্রতিষ্ঠাতা জিয়াউর রহমানের সমাধিস্থলে পুলিশের সঙ্গে সংঘর্ষের সময় মেট্রোরেল প্রকল্পের গাড়ি ভাংচুর করা হয়। এ ঘটনায় জগন্নাথ বিশ্ববিদ্যালয়ের ছাত্রদল নেতা মোস্তাফিজুর রহমান রুমী ও ছাত্রদলের কেন্দ্রীয় সাংগঠনিক সম্পাদক সাইফ মাহমুদ জুয়েলকে গ্রেফতার করা হয়েছে। সোমবার রাতে যাত্রাবাড়ীর কাজলা এলাকা থেকে তাদের গ্রেফতার করা হয়। ঢাকা মহানগর গোয়েন্দা পুলিশের অতিরিক্ত উপ-কমিশনার শাহাদাত হোসেন সুমা জানান, চন্দ্রিমা উদ্যানের আশেপাশে ভাংচুরের ঘটনায় শেরেবাংলা নগর থানায় পৃথক তিনটি মামলা হয়েছে। গাড়ি ভাংচুরের সময়ের একটি ছবি সামাজিক যোগাযোগ মাধ্যমে ভাইরাল হয়েছিল। সেই ছবি ধরে অনুসন্ধান করতে গিয়ে রুমী ও জুয়েলকে যাত্রাবাড়ীর কাজলা থেকে গ্রেফতার করা হয়। গোয়েন্দা পুলিশের এই কর্মকর্তা জানান, গ্রেফতারকৃতদের শেরেবাংলা নগর থানায় হস্তান্তর করা হয়েছে। গ্রেফতারকৃতদের তারা আদালতে সোপর্দ করে রিমান্ডে নিয়ে জিজ্ঞাসাবাদ করবেন। ভাংচুরের ঘটনায় আরও যারা জড়িত ছিলেন তাদের শনাক্ত করার চেষ্টা চলছে। পুলিশ ও সংশ্লিষ্ট সূত্র জানায়, গত ১৮ আগস্ট চন্দ্রিমা উদ্যানে সাবেক রাষ্ট্রপতি জিয়াউর রহমানের সমাধিতে শ্রদ্ধা জানানোকে কেন্দ্র করে বিশৃঙ্খলার সৃষ্টি হয়েছিল। পরে পুলিশ গিয়ে পরিস্থিতি নিয়ন্ত্রণে আনার চেষ্টা করলে পুলিশের সঙ্গে বিএনপি ও অঙ্গসংগঠনের নেতাকর্মীদের সংঘর্ষ হয়। এ সময় তারা মেট্রোরেল প্রকল্পের গাড়িতে আগুন দিতে দিতে মেট্রোরেল প্রকল্পের একটি সিডেল ফোর্ক লিফট (পিইউ ৫১-৪০২০), ৩০টি ফ্রগ লিফট, দুটি এফএল, একটি হাইবেড ট্রেইলার উইথ প্রাইম মোভার, দুটি করোলা ক্রেন গাড়িতে ব্যাপক ভাংচুর চালায়।: [1127, 792, 1460, 1054]
photo-victim: [267, 1064, 376, 1182]
story-sonatola: [407, 437, 575, 958]
story-body: আক্কেলপুর উপজেলার রুকিন্দীপুর ইউনিয়ন আওয়ামীলীগের সভাপতি ও সাবেক ইউপি চেয়ারম্যান ভারতে চিকিৎসাধীন অবস্থায় ইন্তেকাল করেছেন (ইন্নালিল্লাহে ...... রাজেউন)। মৃত্যুকালে তার বয়স হয়েছিল (৬৫) বছর। মৃত্যুকালে তিনি স্ত্রী, দুই ছেলে, এক মেয়েসহ অসংখ্য আত্মীয় স্বজন রেখে গেছেন। আজ বুধবার উপজেলার কানুপুর গ্রামে সকাল ১০ টায় তার নামাজে জানাজা অনুষ্ঠিত হবে। তার মৃত্যুতে গভীর শোক প্রকাশ করে আওয়ামীলীগ নেতৃবৃন্দ বিবৃতি দিয়েছেন। বিবৃতিদাতারা হলেন জয়পুরহাট-২ আসনের সংসদ সদস্য ও জাতীয় সংসদের হুইপ আবু সাইদ আল মাহমুদ স্বপন, উপজেলা আওয়ামীলীগের সভাপতি অধ্যক্ষ মোকছেদ আলী, সাবেক সভাপতি মোকছেদ আলী মন্ডল, সাবেক মেয়র ও সাবেক উপজেলা আওয়ামীলীগের সাধারণ সম্পাদক গোলাম মাহফুজ চৌধুরী, পৌর মেয়র শহীদুল আলম চৌধুরী, উপজেলা আওয়ামীলীগের সাধারণ সম্পাদক ও রুকিন্দীপুর ইউনিয়নের চেয়ারম্যান আলহাজ্জ আহসান কবির এপুব, প্রেস ক্লাবের সভাপতি ওম প্রকাশ আগরওয়ালা প্রমুখ।: [942, 1370, 1122, 1701]
headline[interactable]: করোনা : দু'মাসের মধ্যে: [1218, 1134, 1369, 1152]
libra-icon: [1299, 1841, 1324, 1866]
story-body: স্টাফ রিপোর্টার, ঢাকা অফিস: মৎস্য ও প্রাণিসম্পদ মন্ত্রী শ ম রেজাউল করিম জানিয়েছেন, চলতি সপ্তাহে চিড়িয়াখানা খুলে দেওয়া হবে। গতকাল দুপুরে সচিবালয়ে সাংবাদিকদের প্রশ্নের জবাবে তিনি এ তথ্য জানান। শ ম রেজাউল করিম বলেন, 'চিড়িয়াখানা খুলে দেওয়া প্রক্রিয়ার মধ্যে রয়েছে। স্বাস্থ্যবিধি অনুসরণ করে যাতে দর্শনার্থীরা দেখতে পারেন সেজন্য আমি ইতোমধ্যে নির্দেশনা দিয়েছি। আশা করছি, স্বাস্থ্যবিধি অনুসরণ করে চিড়িয়াখানা দর্শনার্থীদের জন্য উন্মুক্ত করে দেওয়া হবে।' উল্লেখ্য, করোনাভাইরাসের সংক্রমণ বৃদ্ধি পাওয়ার পর গত ৫ এপ্রিল থেকে ধাপে ধাপে বিধিনিষেধ আরোপ করে আসছিল সরকার। জনসমাগম এড়াতে সেই থেকে চিড়িয়াখানাও বন্ধ রয়েছে।: [407, 1046, 575, 1279]
headline[interactable]: ভাসানচরে পানিতে পড়ে ৩ রোহিঙ্গা শিশুর মৃত্যু: [409, 1480, 572, 1551]
horoscope-intro: [1129, 1638, 1452, 1752]
story-body: ৮৩২জন। এ ছাড়া বর্তমানে জেলায় ৩২১ জন করোনায় আক্রান্ত রোগীর মধ্যে জেলার করোনা বিশেষায়িত ৩টি হাসপাতালসহ অন্যান্য হাসপাতালে ভর্তি থেকে চিকিৎসা নিচ্ছেন ২০৪জন। এর মধ্যে শজিমেক হাসপাতালে ৮০জন, মোহাম্মদ আলী হাসপাতালে ৮৮জন, টিএমএসএস হাসপাতালে ২৬ এবং বিভিন্ন স্বাস্থ্য কমপে-ক্সে ভর্তি রয়েছেন আরও ১০জন।: [1127, 1173, 1460, 1240]
story-body: হয়রানির শিকার না হন, সেদিকে খেয়াল রাখতে হবে। রাজস্ব কর্মকর্তাদের প্রতি নির্দেশনা দেওয়া হয়েছে। ই-কমার্স প্রতিষ্ঠানের লেনদেনের তথ্য খতিয়ে দেখা হচ্ছে। ভ্যাট ও আয়কর ফাঁকির বিষয়টি গুরুত্ব দিয়ে তদন্ত করা হবে বলে জানানো হয়েছে।: [54, 821, 393, 861]
attr-label: " শুভ ধাতু: [1129, 1737, 1174, 1750]
cancer-icon: [1129, 2043, 1154, 2068]
headline[interactable]: সোনাতলায় বীর মুক্তিযোদ্ধা শাহার আলী ও শিক্ষক নবাব আলীর ইন্তেকাল: [412, 438, 569, 535]
story-corona: [1127, 1134, 1460, 1240]
continued-label: (শেষ পাতার পর): [183, 701, 264, 715]
attr-value: সবুজ, পেস্ট ও ছাই।: [1289, 1720, 1372, 1734]
intro-text: আজ আপনার জন্ম হলে আপনি কন্যা রাশির জাতক/জাতিকা। আপনার উপর বুধ ও নেপচুন গ্রহের বেশি প্রভাব আছে।: [1129, 1640, 1446, 1668]
issue-date: বুধবার ১০ ভাদ্র ১৪২৮ : ২৫ আগস্ট ২০২১: [245, 127, 493, 144]
attr-label: আপনার শাসক গ্রহ: [1129, 1672, 1207, 1684]
continued-label: (শেষ পাতার পর): [183, 1898, 264, 1913]
sign-singha: সিংহ ঃ গচ্ছিত সম্পদ উদ্ধারে দ্রুত পদক্ষেপ নিন। অপ্রত্যাশিত ঝামেলায় জড়িয়ে পড়ার সম্ভাবনা আছে। উত্তেজিত হওয়া থেকে বিরত থাকুন।: [1129, 2099, 1283, 2168]
side-text: টাঙ্গাইলের আদালতের পরিদর্শক তানভীর আহমেদ বলেন, টাঙ্গাইল সদর থানার ওসিকে: [54, 1064, 148, 1119]
story-nilphamari: [586, 437, 935, 958]
headline[interactable]: চলতি সপ্তাহেই খুলে দেওয়া হবে চিড়িয়াখানা: [416, 966, 565, 1037]
headline[interactable]: জেলের জালে ১০ মণ: [416, 2133, 565, 2153]
